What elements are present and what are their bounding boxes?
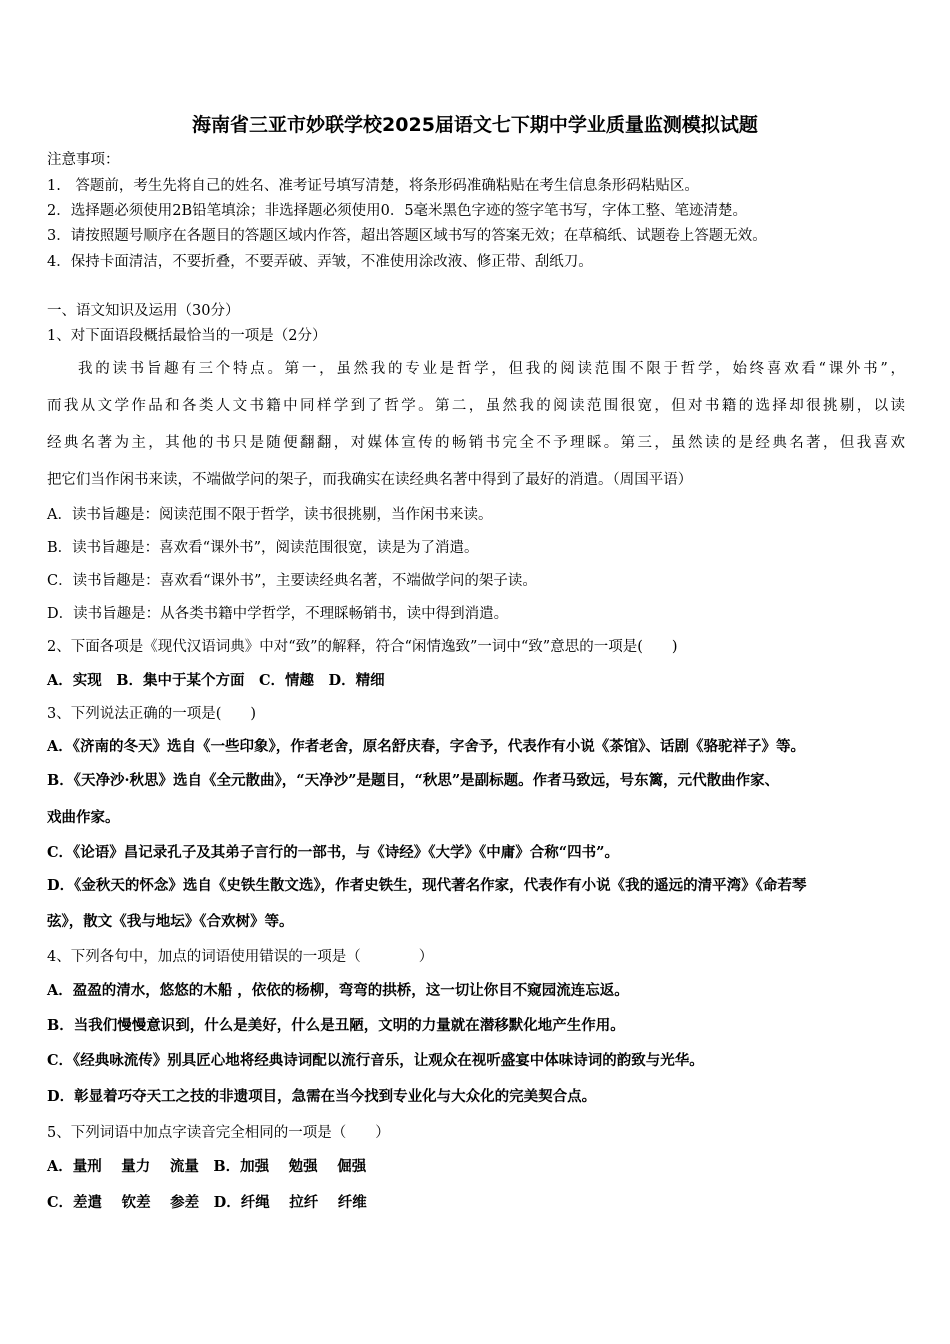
question-stem: 3、下列说法正确的一项是( ) xyxy=(47,706,257,722)
option: A．实现 B．集中于某个方面 C．情趣 D．精细 xyxy=(47,672,385,689)
note-item: 2．选择题必须使用2B铅笔填涂；非选择题必须使用0．5毫米黑色字迹的签字笔书写，字体工整、笔迹清楚。 xyxy=(47,203,748,219)
option: A．《济南的冬天》选自《一些印象》，作者老舍，原名舒庆春，字舍予，代表作有小说《茶馆》、话剧《骆驼祥子》等。 xyxy=(47,738,805,755)
passage-line: 我的读书旨趣有三个特点。第一，虽然我的专业是哲学，但我的阅读范围不限于哲学，始终喜欢看“课外书”， xyxy=(78,361,905,377)
note-item: 4．保持卡面清洁，不要折叠，不要弄破、弄皱，不准使用涂改液、修正带、刮纸刀。 xyxy=(47,254,593,270)
passage-line: 而我从文学作品和各类人文书籍中同样学到了哲学。第二，虽然我的阅读范围很宽，但对书籍的选择却很挑剔，以读 xyxy=(47,398,905,414)
passage-line: 把它们当作闲书来读，不端做学问的架子，而我确实在读经典名著中得到了最好的消遣。（周国平语） xyxy=(47,472,693,488)
page-title: 海南省三亚市妙联学校2025届语文七下期中学业质量监测模拟试题 xyxy=(192,114,758,136)
passage-line: 经典名著为主，其他的书只是随便翻翻，对媒体宣传的畅销书完全不予理睬。第三，虽然读的是经典名著，但我喜欢 xyxy=(47,435,905,451)
option: A．读书旨趣是：阅读范围不限于哲学，读书很挑剔，当作闲书来读。 xyxy=(47,507,493,523)
option: C．差遣 钦差 参差 D．纤绳 拉纤 纤维 xyxy=(47,1194,367,1211)
notes-heading: 注意事项： xyxy=(47,152,120,168)
option: D．彰显着巧夺天工之技的非遗项目，急需在当今找到专业化与大众化的完美契合点。 xyxy=(47,1088,597,1105)
option: D．读书旨趣是：从各类书籍中学哲学，不理睬畅销书，读中得到消遣。 xyxy=(47,606,509,622)
option: 戏曲作家。 xyxy=(47,809,120,826)
question-stem: 5、下列词语中加点字读音完全相同的一项是（ ） xyxy=(47,1125,390,1141)
question-stem: 4、下列各句中，加点的词语使用错误的一项是（ ） xyxy=(47,949,434,965)
note-item: 1. 答题前，考生先将自己的姓名、准考证号填写清楚，将条形码准确粘贴在考生信息条形码粘贴区。 xyxy=(47,178,699,194)
option: A．量刑 量力 流量 B．加强 勉强 倔强 xyxy=(47,1158,367,1175)
option: C．《论语》昌记录孔子及其弟子言行的一部书，与《诗经》《大学》《中庸》合称“四书”。 xyxy=(47,844,619,861)
question-stem: 2、下面各项是《现代汉语词典》中对“致”的解释，符合“闲情逸致”一词中“致”意思的一项是( ) xyxy=(47,639,678,655)
section-heading: 一、语文知识及运用（30分） xyxy=(47,303,240,319)
note-item: 3．请按照题号顺序在各题目的答题区域内作答，超出答题区域书写的答案无效；在草稿纸、试题卷上答题无效。 xyxy=(47,228,767,244)
option: A．盈盈的清水，悠悠的木船 ，依依的杨柳，弯弯的拱桥，这一切让你目不窥园流连忘返。 xyxy=(47,982,629,999)
option: B．《天净沙·秋思》选自《全元散曲》，“天净沙”是题目，“秋思”是副标题。作者马致远，号东篱，元代散曲作家、 xyxy=(47,772,780,789)
option: C．《经典咏流传》别具匠心地将经典诗词配以流行音乐，让观众在视听盛宴中体味诗词的韵致与光华。 xyxy=(47,1052,704,1069)
option: B．当我们慢慢意识到，什么是美好，什么是丑陋，文明的力量就在潜移默化地产生作用。 xyxy=(47,1017,625,1034)
option: 弦》，散文《我与地坛》《合欢树》等。 xyxy=(47,913,294,930)
option: B．读书旨趣是：喜欢看“课外书”，阅读范围很宽，读是为了消遣。 xyxy=(47,540,479,556)
question-stem: 1、对下面语段概括最恰当的一项是（2分） xyxy=(47,328,327,344)
option: D．《金秋天的怀念》选自《史铁生散文选》，作者史铁生，现代著名作家，代表作有小说《我的遥远的清平湾》《命若琴 xyxy=(47,877,807,894)
option: C．读书旨趣是：喜欢看“课外书”，主要读经典名著，不端做学问的架子读。 xyxy=(47,573,537,589)
